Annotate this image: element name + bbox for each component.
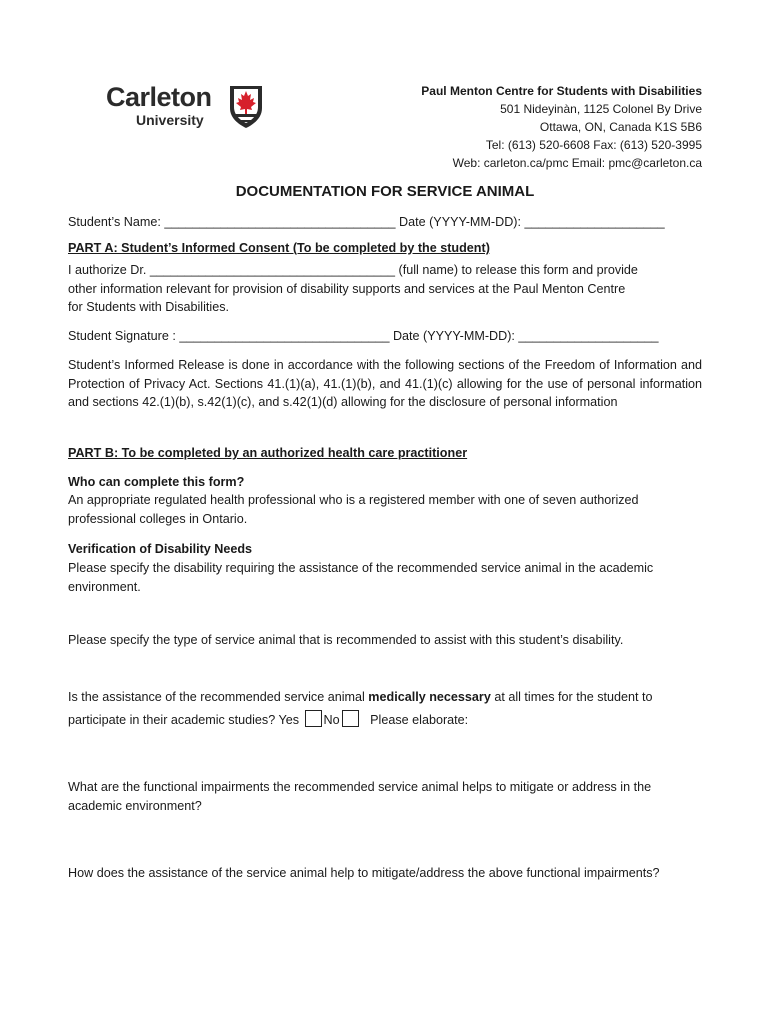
logo-sub: University	[136, 112, 204, 128]
part-a-heading: PART A: Student’s Informed Consent (To be completed by the student)	[68, 241, 490, 255]
centre-name: Paul Menton Centre for Students with Disabilities	[421, 84, 702, 98]
question-how-mitigate: How does the assistance of the service animal help to mitigate/address the above functional impairments?	[68, 866, 660, 880]
question-necessary-line-2	[68, 710, 468, 729]
contact-block	[421, 82, 702, 172]
carleton-logo	[106, 82, 266, 134]
question-disability: Please specify the disability requiring the assistance of the recommended service animal in the academic environment.	[68, 561, 654, 594]
no-label: No	[323, 713, 340, 727]
please-elaborate: Please elaborate:	[370, 713, 469, 727]
yes-checkbox[interactable]	[305, 710, 322, 727]
question-necessary-line-2-text: participate in their academic studies? Yes	[68, 713, 300, 727]
web-email: Web: carleton.ca/pmc Email: pmc@carleton.ca	[452, 156, 702, 170]
address-line-1: 501 Nideyinàn, 1125 Colonel By Drive	[500, 102, 702, 116]
logo-name: Carleton	[106, 82, 212, 112]
medically-necessary-text: medically necessary	[368, 690, 491, 704]
no-checkbox[interactable]	[342, 710, 359, 727]
authorize-line-3: for Students with Disabilities.	[68, 300, 229, 314]
verification-heading: Verification of Disability Needs	[68, 542, 253, 556]
phone-fax: Tel: (613) 520-6608 Fax: (613) 520-3995	[485, 138, 702, 152]
question-necessary-pre: Is the assistance of the recommended service animal	[68, 690, 369, 704]
address-line-2: Ottawa, ON, Canada K1S 5B6	[539, 120, 702, 134]
who-heading: Who can complete this form?	[68, 475, 245, 489]
authorize-line-1[interactable]: I authorize Dr. ___________________________________ (full name) to release this form and provide	[68, 263, 638, 277]
authorize-line-2: other information relevant for provision of disability supports and services at the Paul Menton Centre	[68, 282, 626, 296]
informed-release-text: Student’s Informed Release is done in accordance with the following sections of the Freedom of Information and Protection of Privacy Act. Sections 41.(1)(a), 41.(1)(b), and 41.(1)(c) allowing for the use of personal information and sections 42.(1)(b), s.42(1)(c), and s.42(1)(d) allowing for the disclosure of personal information	[68, 358, 702, 409]
question-animal-type: Please specify the type of service animal that is recommended to assist with this student’s disability.	[68, 633, 624, 647]
question-impairments: What are the functional impairments the recommended service animal helps to mitigate or address in the academic environment?	[68, 780, 652, 813]
question-necessary-line-1	[68, 688, 653, 706]
student-name-field[interactable]: Student’s Name: _________________________________ Date (YYYY-MM-DD): ____________________	[68, 215, 665, 229]
question-necessary-post: at all times for the student to	[490, 690, 653, 704]
student-signature-field[interactable]: Student Signature : ______________________________ Date (YYYY-MM-DD): ____________________	[68, 329, 659, 343]
form-title: DOCUMENTATION FOR SERVICE ANIMAL	[235, 183, 535, 200]
part-b-heading: PART B: To be completed by an authorized health care practitioner	[68, 446, 468, 460]
maple-leaf-shield-icon	[226, 84, 266, 130]
who-text: An appropriate regulated health professional who is a registered member with one of seven authorized professional colleges in Ontario.	[68, 493, 639, 526]
